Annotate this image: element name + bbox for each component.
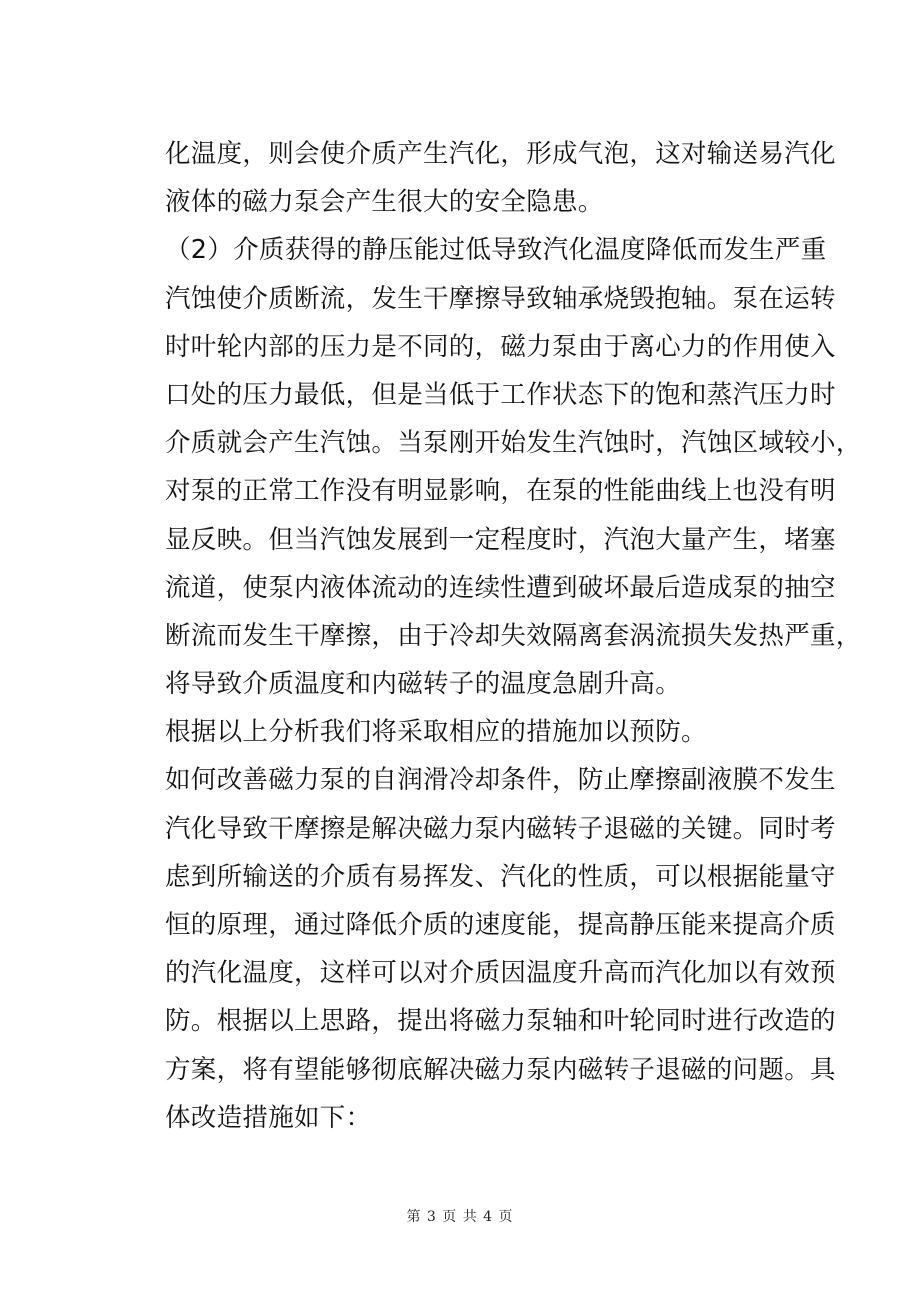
text-line: 恒的原理，通过降低介质的速度能，提高静压能来提高介质 bbox=[165, 910, 836, 940]
text-line: 如何改善磁力泵的自润滑冷却条件，防止摩擦副液膜不发生 bbox=[165, 765, 836, 796]
text-line: 汽化导致干摩擦是解决磁力泵内磁转子退磁的关键。同时考 bbox=[165, 813, 836, 844]
text-line: 虑到所输送的介质有易挥发、汽化的性质，可以根据能量守 bbox=[165, 861, 836, 892]
text-line: 根据以上分析我们将采取相应的措施加以预防。 bbox=[165, 717, 707, 748]
text-line: 将导致介质温度和内磁转子的温度急剧升高。 bbox=[165, 669, 682, 700]
text-line: 断流而发生干摩擦，由于冷却失效隔离套涡流损失发热严重， bbox=[165, 620, 862, 651]
text-line: 口处的压力最低，但是当低于工作状态下的饱和蒸汽压力时 bbox=[165, 379, 836, 410]
text-line: 防。根据以上思路，提出将磁力泵轴和叶轮同时进行改造的 bbox=[165, 1006, 836, 1037]
text-line: 流道，使泵内液体流动的连续性遭到破坏最后造成泵的抽空 bbox=[165, 572, 836, 603]
text-line: 对泵的正常工作没有明显影响，在泵的性能曲线上也没有明 bbox=[165, 476, 836, 507]
text-line: 时叶轮内部的压力是不同的，磁力泵由于离心力的作用使入 bbox=[165, 331, 836, 362]
text-line: 的汽化温度，这样可以对介质因温度升高而汽化加以有效预 bbox=[165, 958, 836, 989]
text-line: 显反映。但当汽蚀发展到一定程度时，汽泡大量产生，堵塞 bbox=[165, 524, 836, 555]
text-line: 汽蚀使介质断流，发生干摩擦导致轴承烧毁抱轴。泵在运转 bbox=[165, 283, 836, 314]
text-line: 液体的磁力泵会产生很大的安全隐患。 bbox=[165, 187, 604, 218]
body-text bbox=[165, 130, 862, 1142]
text-line: 化温度，则会使介质产生汽化，形成气泡，这对输送易汽化 bbox=[165, 139, 836, 169]
page-number-footer: 第 3 页 共 4 页 bbox=[406, 1209, 514, 1225]
text-line: 方案，将有望能够彻底解决磁力泵内磁转子退磁的问题。具 bbox=[165, 1054, 836, 1085]
text-line: 介质就会产生汽蚀。当泵刚开始发生汽蚀时，汽蚀区域较小， bbox=[165, 428, 862, 459]
text-line: （2）介质获得的静压能过低导致汽化温度降低而发生严重 bbox=[165, 235, 827, 266]
text-line: 体改造措施如下： bbox=[165, 1102, 372, 1133]
